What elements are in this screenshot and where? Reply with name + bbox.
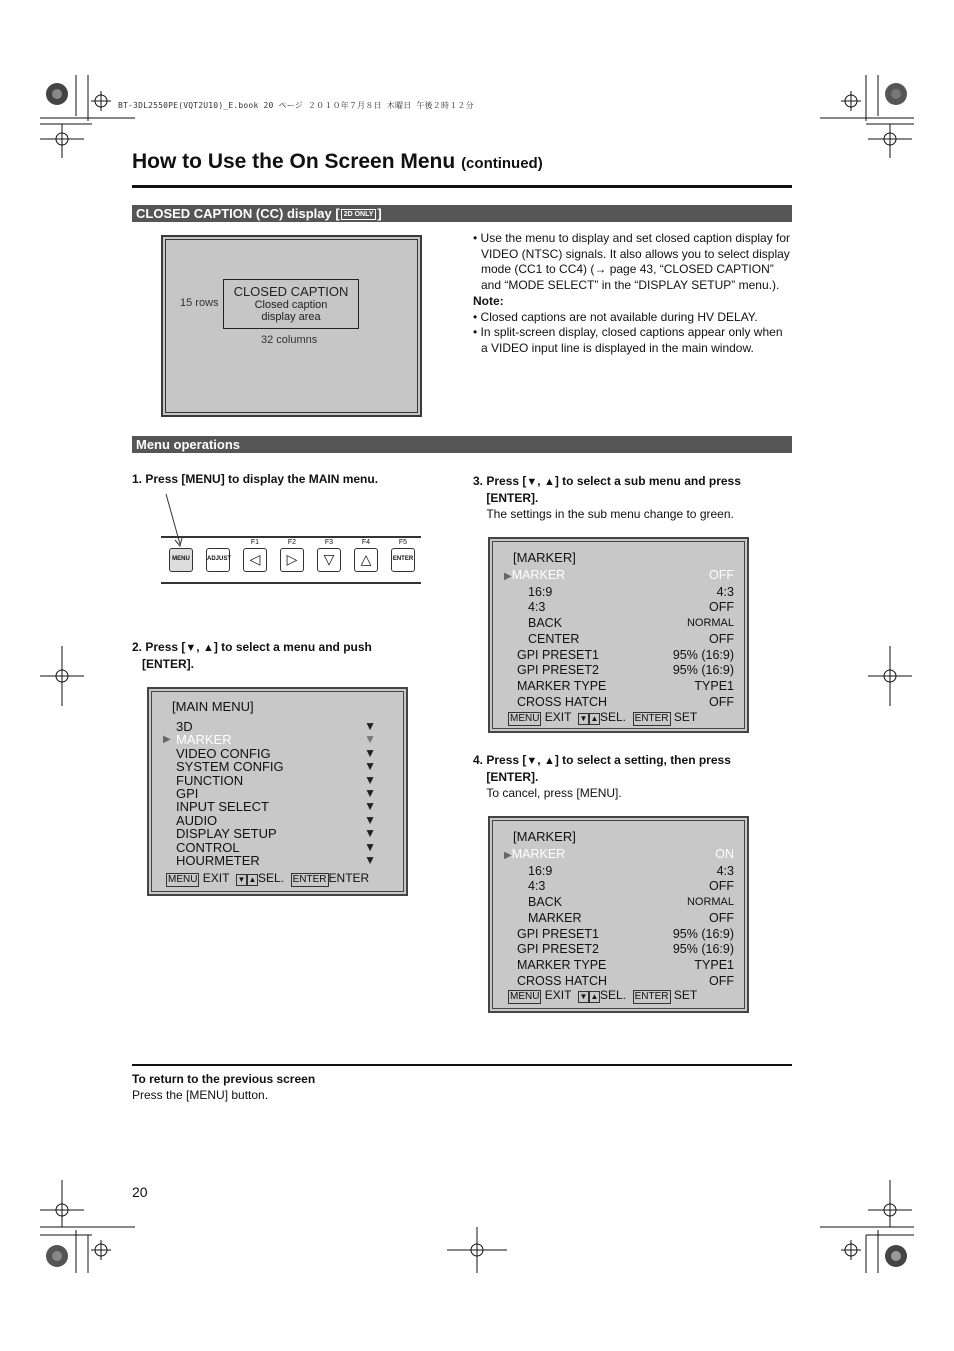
note-bullet-text: In split-screen display, closed captions appear only when a VIDEO input line is displayed in the main window. (480, 325, 783, 355)
submenu-arrow-icon: ▼ (364, 732, 376, 747)
2d-only-badge: 2D ONLY (341, 209, 377, 220)
footer-up-icon: ▲ (590, 714, 599, 723)
footer-set-label: SET (673, 988, 698, 1002)
cc-columns-label: 32 columns (261, 334, 318, 346)
up-arrow-icon: ▲ (202, 642, 214, 654)
cc-bullet: • Use the menu to display and set closed caption display for VIDEO (NTSC) signals. It also allows you to select display mode (CC1 to CC4) (→ page 43, “CLOSED CAPTION” and “MODE SELECT” in the “DISPLAY SETUP” menu.). (473, 231, 791, 293)
menu-ops-header (132, 436, 792, 453)
setting-value: ON (715, 847, 734, 861)
submenu-arrow-icon: ▼ (364, 772, 376, 787)
setting-row-4-3[interactable] (504, 879, 734, 895)
footer-exit-label: EXIT (544, 710, 572, 724)
menu-item-label: HOURMETER (176, 852, 260, 868)
setting-value: OFF (709, 568, 734, 582)
cc-description (473, 231, 791, 357)
setting-row-gpi-preset2[interactable] (504, 663, 734, 679)
submenu-arrow-icon: ▼ (364, 785, 376, 800)
submenu-arrow-icon: ▼ (364, 799, 376, 814)
setting-label: MARKER (511, 847, 566, 861)
setting-label: MARKER TYPE (517, 957, 607, 972)
cc-box-line1: Closed caption (254, 299, 328, 311)
setting-value: 4:3 (716, 584, 734, 599)
note-label: Note: (473, 293, 504, 308)
setting-row-marker-sub[interactable] (504, 911, 734, 927)
setting-label: GPI PRESET2 (517, 663, 599, 678)
step-2-text-a: 2. Press [ (132, 640, 186, 654)
footer-set-label: SET (673, 710, 698, 724)
f4-up-key[interactable]: △ (354, 548, 378, 572)
setting-value: OFF (709, 600, 734, 615)
setting-row-cross-hatch[interactable] (504, 974, 734, 990)
footer-down-icon: ▼ (579, 714, 588, 723)
footer-down-icon: ▼ (237, 875, 246, 884)
main-menu-title: [MAIN MENU] (172, 699, 254, 714)
down-arrow-icon: ▼ (185, 642, 197, 654)
setting-value: 95% (16:9) (672, 647, 734, 662)
step-4-text-b: ] to select a setting, then press (554, 753, 731, 767)
step-2-text-c: [ENTER]. (142, 657, 195, 671)
menu-item-label: 3D (176, 719, 193, 734)
footer-down-icon: ▼ (579, 992, 588, 1001)
menu-item-hourmeter[interactable] (163, 854, 379, 867)
return-text: Press the [MENU] button. (132, 1088, 269, 1102)
setting-value: 4:3 (716, 863, 734, 878)
footer-enter-key: ENTER (292, 874, 327, 885)
setting-label: CROSS HATCH (517, 973, 608, 988)
cursor-icon: ▶ (504, 571, 512, 582)
setting-row-gpi-preset1[interactable] (504, 927, 734, 943)
f3-label: F3 (324, 539, 334, 546)
footer-up-icon: ▲ (590, 992, 599, 1001)
step-3-text-a: 3. Press [ (473, 474, 527, 488)
page-number: 20 (132, 1184, 148, 1200)
cc-section-header: CLOSED CAPTION (CC) display [ 2D ONLY ] (132, 205, 792, 222)
submenu-arrow-icon: ▼ (364, 812, 376, 827)
footer-sel-label: SEL. (599, 710, 626, 724)
submenu-arrow-icon: ▼ (364, 826, 376, 841)
marker-menu-1-rows (504, 568, 734, 710)
setting-row-marker[interactable] (504, 568, 734, 585)
setting-label: 16:9 (528, 584, 553, 599)
step-3-text-b: ] to select a sub menu and press (554, 474, 741, 488)
note-bullet-text: Closed captions are not available during HV DELAY. (480, 309, 758, 324)
menu-item-label: AUDIO (176, 812, 218, 828)
step-2-text-b: ] to select a menu and push (213, 640, 372, 654)
footer-menu-key: MENU (510, 713, 540, 724)
menu-key[interactable]: MENU (169, 548, 193, 572)
menu-item-label: MARKER (176, 732, 232, 748)
print-info: BT-3DL2550PE(VQT2U10)_E.book 20 ページ ２０１０年７月８日 木曜日 午後２時１２分 (118, 101, 474, 110)
step-4-desc: To cancel, press [MENU]. (486, 786, 622, 800)
setting-label: CROSS HATCH (517, 694, 608, 709)
setting-value: OFF (709, 910, 734, 925)
step-1: 1. Press [MENU] to display the MAIN menu. (132, 472, 379, 486)
setting-row-center[interactable] (504, 632, 734, 648)
note-bullet: • In split-screen display, closed captions appear only when a VIDEO input line is displayed in the main window. (473, 325, 783, 355)
cc-box-title: CLOSED CAPTION (233, 284, 349, 299)
menu-item-label: FUNCTION (176, 772, 244, 788)
menu-item-label: DISPLAY SETUP (176, 826, 277, 842)
setting-label: BACK (528, 895, 563, 910)
setting-label: GPI PRESET1 (517, 647, 599, 662)
setting-label: 4:3 (528, 879, 546, 894)
menu-item-audio[interactable] (163, 814, 379, 827)
page-title-text: How to Use the On Screen Menu (132, 150, 456, 173)
setting-row-back[interactable] (504, 895, 734, 911)
menu-item-control[interactable] (163, 841, 379, 854)
footer-menu-key: MENU (168, 874, 198, 885)
setting-row-16-9[interactable] (504, 585, 734, 601)
menu-item-video-config[interactable] (163, 747, 379, 760)
step-3-desc: The settings in the sub menu change to green. (486, 507, 734, 521)
setting-value: 95% (16:9) (672, 926, 734, 941)
marker-menu-1-title: [MARKER] (513, 550, 576, 565)
menu-item-function[interactable] (163, 774, 379, 787)
menu-item-label: INPUT SELECT (176, 799, 269, 815)
adjust-key[interactable]: ADJUST (206, 548, 230, 572)
setting-row-4-3[interactable] (504, 600, 734, 616)
submenu-arrow-icon: ▼ (364, 759, 376, 774)
setting-row-gpi-preset2[interactable] (504, 942, 734, 958)
panel-top-edge (161, 536, 421, 538)
setting-label: 16:9 (528, 863, 553, 878)
cc-bullet-text: Use the menu to display and set closed caption display for VIDEO (NTSC) signals. It also allows you to select display mode (CC1 to CC4) (→ page 43, “CLOSED CAPTION” and “MODE SELECT” in the “DISPLAY SETUP” menu.). (480, 231, 791, 293)
submenu-arrow-icon: ▼ (364, 745, 376, 760)
step-2: 2. Press [▼, ▲] to select a menu and push [ENTER]. (132, 640, 372, 671)
note-bullet: • Closed captions are not available during HV DELAY. (473, 309, 758, 324)
setting-label: CENTER (528, 631, 580, 646)
marker-menu-2-footer (508, 988, 697, 1004)
page-title-continued: (continued) (461, 155, 543, 172)
setting-row-back[interactable] (504, 616, 734, 632)
menu-item-label: GPI (176, 785, 199, 801)
page-title (132, 150, 543, 174)
setting-row-gpi-preset1[interactable] (504, 648, 734, 664)
footer-sel-label: SEL. (257, 871, 284, 885)
main-menu-footer (166, 871, 369, 887)
down-arrow-icon: ▼ (526, 755, 538, 767)
bottom-rule (132, 1064, 792, 1066)
footer-sel-label: SEL. (599, 988, 626, 1002)
f3-down-key[interactable]: ▽ (317, 548, 341, 572)
menu-item-input-select[interactable] (163, 800, 379, 813)
cursor-icon: ▶ (163, 734, 171, 746)
setting-label: MARKER (528, 910, 582, 925)
f2-right-key[interactable]: ▷ (280, 548, 304, 572)
setting-value: OFF (709, 973, 734, 988)
title-rule (132, 185, 792, 188)
menu-item-gpi[interactable] (163, 787, 379, 800)
setting-label: 4:3 (528, 600, 546, 615)
menu-item-label: CONTROL (176, 839, 240, 855)
cc-rows-label: 15 rows (180, 297, 219, 309)
up-arrow-icon: ▲ (543, 476, 555, 488)
step-4: 4. Press [▼, ▲] to select a setting, then press [ENTER]. To cancel, press [MENU]. (473, 753, 731, 800)
main-menu-list (163, 720, 379, 867)
setting-label: MARKER TYPE (517, 678, 607, 693)
footer-exit-label: EXIT (202, 871, 230, 885)
panel-bottom-edge (161, 582, 421, 584)
menu-item-label: VIDEO CONFIG (176, 745, 271, 761)
footer-enter-key: ENTER (634, 991, 669, 1002)
f5-label: F5 (398, 539, 408, 546)
cc-display-area-box (223, 279, 359, 329)
down-arrow-icon: ▼ (526, 476, 538, 488)
step-4-text-a: 4. Press [ (473, 753, 527, 767)
f2-label: F2 (287, 539, 297, 546)
enter-key[interactable]: ENTER (391, 548, 415, 572)
submenu-arrow-icon: ▼ (364, 852, 376, 867)
marker-menu-2-title: [MARKER] (513, 829, 576, 844)
footer-exit-label: EXIT (544, 988, 572, 1002)
step-3: 3. Press [▼, ▲] to select a sub menu and press [ENTER]. The settings in the sub menu change to green. (473, 474, 741, 521)
setting-label: MARKER (511, 568, 566, 582)
setting-row-marker-type[interactable] (504, 958, 734, 974)
menu-item-display-setup[interactable] (163, 827, 379, 840)
footer-up-icon: ▲ (248, 875, 257, 884)
cc-section-title: CLOSED CAPTION (CC) display (136, 206, 332, 221)
submenu-arrow-icon: ▼ (364, 839, 376, 854)
setting-row-marker[interactable] (504, 847, 734, 864)
setting-value: OFF (709, 879, 734, 894)
f1-left-key[interactable]: ◁ (243, 548, 267, 572)
pointer-line (160, 492, 190, 548)
cursor-icon: ▶ (504, 850, 512, 861)
setting-value: 95% (16:9) (672, 663, 734, 678)
menu-item-marker[interactable] (163, 733, 379, 746)
setting-value: NORMAL (686, 896, 734, 909)
setting-value: 95% (16:9) (672, 942, 734, 957)
footer-enter-label: ENTER (328, 871, 370, 885)
marker-menu-1-footer (508, 710, 697, 726)
menu-item-label: SYSTEM CONFIG (176, 759, 284, 775)
setting-value: OFF (709, 694, 734, 709)
up-arrow-icon: ▲ (543, 755, 555, 767)
return-title: To return to the previous screen (132, 1072, 316, 1086)
menu-ops-title: Menu operations (136, 437, 241, 452)
f4-label: F4 (361, 539, 371, 546)
footer-menu-key: MENU (510, 991, 540, 1002)
setting-row-16-9[interactable] (504, 864, 734, 880)
marker-menu-2-rows (504, 847, 734, 989)
menu-item-system-config[interactable] (163, 760, 379, 773)
setting-label: GPI PRESET1 (517, 926, 599, 941)
setting-row-cross-hatch[interactable] (504, 695, 734, 711)
cc-box-line2: display area (261, 311, 321, 323)
submenu-arrow-icon: ▼ (364, 719, 376, 733)
setting-value: NORMAL (686, 617, 734, 630)
menu-item-3d[interactable] (163, 720, 379, 733)
setting-value: OFF (709, 631, 734, 646)
setting-value: TYPE1 (694, 678, 734, 693)
step-3-text-c: [ENTER]. (486, 491, 539, 505)
step-4-text-c: [ENTER]. (486, 770, 539, 784)
setting-row-marker-type[interactable] (504, 679, 734, 695)
setting-value: TYPE1 (694, 957, 734, 972)
setting-label: BACK (528, 616, 563, 631)
setting-label: GPI PRESET2 (517, 942, 599, 957)
footer-enter-key: ENTER (634, 713, 669, 724)
f1-label: F1 (250, 539, 260, 546)
